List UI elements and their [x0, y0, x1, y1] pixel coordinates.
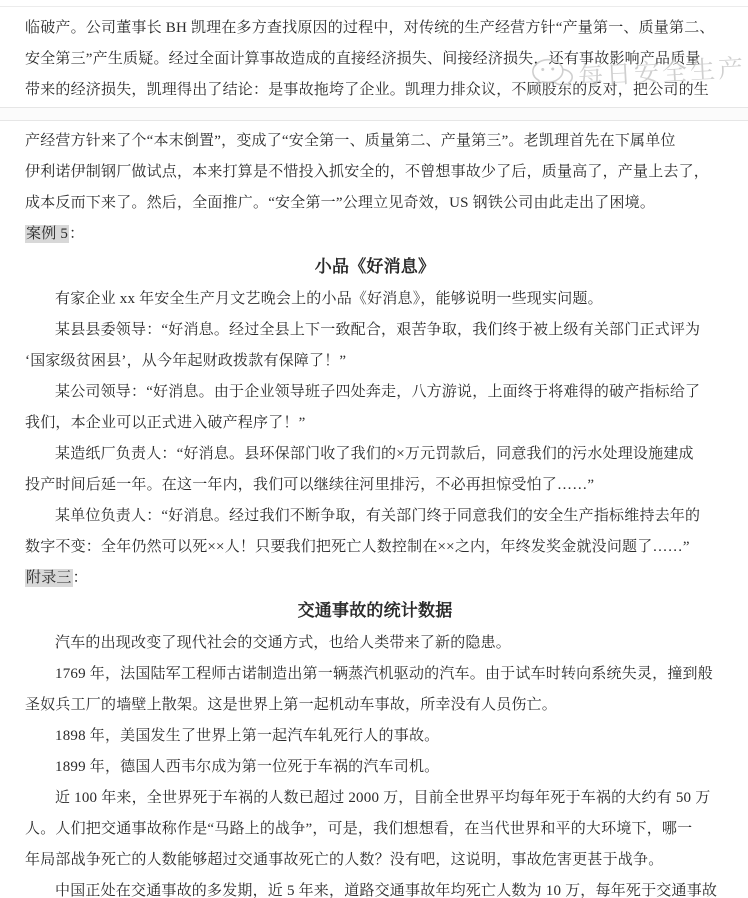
paragraph-line: 某县县委领导：“好消息。经过全县上下一致配合，艰苦争取，我们终于被上级有关部门正式评为 — [55, 322, 701, 338]
case5-label: 案例 5 — [26, 226, 69, 242]
paragraph-line: 圣奴兵工厂的墙壁上散架。这是世界上第一起机动车事故，所幸没有人员伤亡。 — [25, 697, 558, 713]
paragraph-line: 成本反而下来了。然后，全面推广。“安全第一”公理立见奇效，US 钢铁公司由此走出了困境。 — [25, 195, 656, 211]
case5-heading — [25, 219, 725, 250]
paragraph-line: 某公司领导：“好消息。由于企业领导班子四处奔走，八方游说，上面终于将难得的破产指标给了 — [55, 384, 701, 400]
paragraph-line: 年局部战争死亡的人数能够超过交通事故死亡的人数？没有吧，这说明，事故危害更甚于战争。 — [25, 852, 664, 868]
stats-title: 交通事故的统计数据 — [297, 601, 453, 620]
case5-colon: ： — [69, 226, 85, 242]
appendix-colon: ： — [72, 570, 88, 586]
paragraph-line: 1899 年，德国人西韦尔成为第一位死于车祸的汽车司机。 — [55, 759, 440, 775]
paragraph-line: 有家企业 xx 年安全生产月文艺晚会上的小品《好消息》，能够说明一些现实问题。 — [55, 291, 603, 307]
paragraph-line: 临破产。公司董事长 BH 凯理在多方查找原因的过程中，对传统的生产经营方针“产量第一、质量第二、 — [25, 20, 715, 36]
paragraph-line: ‘国家级贫困县’，从今年起财政拨款有保障了！” — [25, 353, 347, 369]
paragraph-line: 产经营方针来了个“本末倒置”，变成了“安全第一、质量第二、产量第三”。老凯理首先在下属单位 — [25, 133, 676, 149]
paragraph-line: 某单位负责人：“好消息。经过我们不断争取，有关部门终于同意我们的安全生产指标维持去年的 — [55, 508, 701, 524]
appendix-label: 附录三 — [26, 570, 72, 586]
paragraph-line: 数字不变：全年仍然可以死××人！只要我们把死亡人数控制在××之内，年终发奖金就没问题了……” — [25, 539, 690, 555]
paragraph-line: 伊利诺伊制钢厂做试点，本来打算是不惜投入抓安全的，不曾想事故少了后，质量高了，产量上去了， — [25, 164, 710, 180]
paragraph-line: 我们，本企业可以正式进入破产程序了！” — [25, 415, 306, 431]
paragraph-line: 投产时间后延一年。在这一年内，我们可以继续往河里排污，不必再担惊受怕了……” — [25, 477, 595, 493]
watermark-text: 每日安全生产 — [577, 54, 747, 91]
appendix-heading — [25, 563, 725, 594]
skit-title: 小品《好消息》 — [314, 257, 436, 276]
paragraph-line: 1898 年，美国发生了世界上第一起汽车轧死行人的事故。 — [55, 728, 440, 744]
paragraph-line: 带来的经济损失，凯理得出了结论：是事故拖垮了企业。凯理力排众议，不顾股东的反对，把公司的生 — [25, 82, 710, 98]
page-1 — [0, 6, 748, 107]
paragraph-line: 中国正处在交通事故的多发期，近 5 年来，道路交通事故年均死亡人数为 10 万，每年死于交通事故 — [55, 883, 718, 898]
paragraph-line: 安全第三”产生质疑。经过全面计算事故造成的直接经济损失、间接经济损失，还有事故影响产品质量 — [25, 51, 701, 67]
paragraph-line: 人。人们把交通事故称作是“马路上的战争”，可是，我们想想看，在当代世界和平的大环境下，哪一 — [25, 821, 693, 837]
paragraph-line: 近 100 年来，全世界死于车祸的人数已超过 2000 万，目前全世界平均每年死于车祸的大约有 50 万 — [55, 790, 711, 806]
paragraph-line: 1769 年，法国陆军工程师古诺制造出第一辆蒸汽机驱动的汽车。由于试车时转向系统失灵，撞到般 — [55, 666, 713, 682]
paragraph-line: 汽车的出现改变了现代社会的交通方式，也给人类带来了新的隐患。 — [55, 635, 512, 651]
page-break-gap — [0, 107, 748, 121]
page-2 — [0, 121, 748, 898]
paragraph-line: 某造纸厂负责人：“好消息。县环保部门收了我们的×万元罚款后，同意我们的污水处理设施建成 — [55, 446, 694, 462]
